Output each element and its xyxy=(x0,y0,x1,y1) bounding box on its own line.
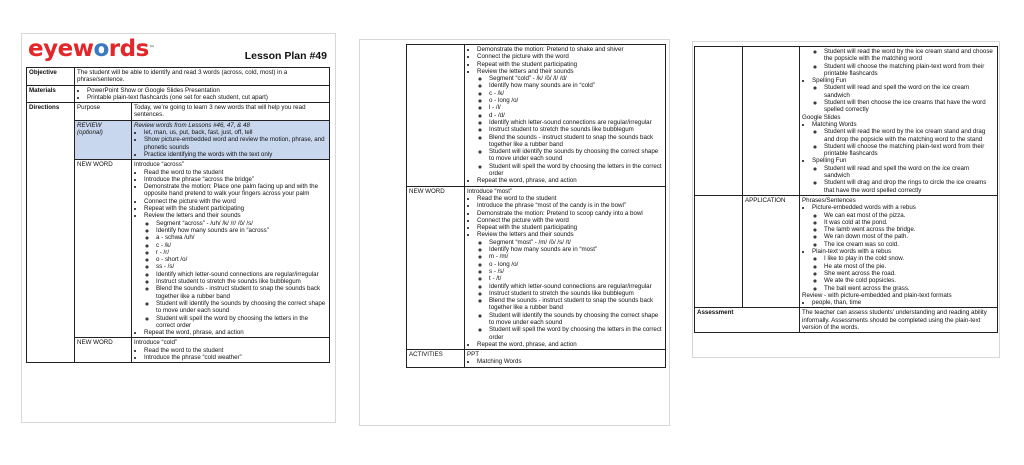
list-item: ◦ d - /d/ xyxy=(489,112,663,119)
logo-text-o: o xyxy=(93,36,109,62)
list-item: ◦ t - /t/ xyxy=(489,275,663,282)
most-steps xyxy=(467,195,663,348)
activities-list-p2 xyxy=(467,358,663,365)
list-item: ◦ Student will read and spell the word on the ice cream sandwich xyxy=(824,165,995,180)
list-item: ◦ We can eat most of the pizza. xyxy=(824,212,995,219)
empty-label-cell xyxy=(407,45,465,187)
review-list xyxy=(134,129,327,158)
new-word-label: NEW WORD xyxy=(407,186,465,350)
activities-continued-row xyxy=(695,47,998,196)
list-item: ◦ r - /r/ xyxy=(156,249,327,256)
list-item: ◦ Student will read and spell the word on the ice cream sandwich xyxy=(824,84,995,99)
eyewords-logo xyxy=(28,35,154,63)
list-item: ◦ Blend the sounds - instruct student to snap the sounds back together like a rubber band xyxy=(156,285,327,300)
list-item: ◦ Segment “across” - /uh/ /k/ /r/ /ô/ /s/ xyxy=(156,220,327,227)
across-steps xyxy=(134,169,327,337)
list-item: ◦ o - short /o/ xyxy=(156,256,327,263)
cold-sub-steps xyxy=(477,75,663,177)
google-slides-list xyxy=(802,121,995,194)
list-item: ◦ Student will read the word by the ice cream stand and choose the popsicle with the matching word xyxy=(824,48,995,63)
list-item: • Matching Words xyxy=(477,358,663,365)
list-item: • PowerPoint Show or Google Slides Presentation xyxy=(87,87,327,94)
matching-sub-ppt xyxy=(812,48,995,77)
list-item: • Repeat the word, phrase, and action xyxy=(477,177,663,184)
list-item: ◦ I like to play in the cold snow. xyxy=(824,255,995,262)
list-item xyxy=(812,204,995,248)
most-content xyxy=(465,186,666,350)
empty-label-cell xyxy=(695,47,743,196)
materials-cell xyxy=(75,85,330,103)
lesson-plan-table-p2 xyxy=(406,44,666,368)
list-item: ◦ Segment “cold” - /k/ /ō/ /l/ /d/ xyxy=(489,75,663,82)
new-word-label: NEW WORD xyxy=(75,160,132,338)
review-line: Review - with picture-embedded and plain-text formats xyxy=(802,291,952,299)
materials-label: Materials xyxy=(27,85,75,103)
application-heading: Phrases/Sentences xyxy=(802,196,856,204)
cold-continued-row xyxy=(407,45,666,187)
across-sub-steps xyxy=(144,220,327,329)
list-item-text: Spelling Fun xyxy=(812,157,847,165)
logo-trademark: ™ xyxy=(148,45,155,52)
list-item: • Demonstrate the motion: Place one palm facing up and with the opposite hand pretend to walk your fingers across your palm xyxy=(144,183,327,198)
list-item-text: Review the letters and their sounds xyxy=(477,231,574,239)
logo-text-b: rds xyxy=(108,36,149,62)
list-item: ◦ m - /m/ xyxy=(489,253,663,260)
review-label-cell xyxy=(75,120,132,159)
list-item: ◦ Student will then choose the ice creams that have the word spelled correctly xyxy=(824,99,995,114)
list-item: ◦ Student will read the word by the ice cream stand and drag and drop the popsicle with the matching word to the stand xyxy=(824,128,995,143)
list-item: ◦ Segment “most” - /m/ /ō/ /s/ /t/ xyxy=(489,239,663,246)
list-item: • Demonstrate the motion: Pretend to scoop candy into a bowl xyxy=(477,210,663,217)
spelling-list-ppt xyxy=(802,77,995,113)
list-item: ◦ o - long /o/ xyxy=(489,97,663,104)
list-item xyxy=(477,231,663,340)
page-2 xyxy=(360,40,669,425)
cold-content-p1 xyxy=(132,338,330,363)
assessment-text: The teacher can assess students’ understanding and reading ability informally. Assessments should be completed using the plain-text version of the words. xyxy=(800,308,998,333)
list-item-text: Spelling Fun xyxy=(812,77,847,85)
list-item: ◦ Student will choose the matching plain-text word from their printable flashcards xyxy=(824,143,995,158)
list-item: • Introduce the phrase “cold weather” xyxy=(144,354,327,361)
list-item: • Introduce the phrase “most of the candy is in the bowl” xyxy=(477,202,663,209)
list-item xyxy=(812,121,995,157)
activities-list-p3 xyxy=(802,48,995,77)
list-item: ◦ We ran down most of the path. xyxy=(824,233,995,240)
new-word-most-row xyxy=(407,186,666,350)
most-sub-steps xyxy=(477,239,663,341)
list-item: • Printable plain-text flashcards (one set for each student, cut apart) xyxy=(87,94,327,101)
google-slides-label: Google Slides xyxy=(802,113,841,121)
list-item: ◦ o - long /o/ xyxy=(489,261,663,268)
list-item: • Repeat with the student participating xyxy=(477,61,663,68)
purpose-row xyxy=(27,103,330,121)
list-item: ◦ The lamb went across the bridge. xyxy=(824,226,995,233)
empty-sub-label-cell xyxy=(743,47,800,196)
picture-embedded-list xyxy=(812,212,995,248)
list-item: ◦ Instruct student to stretch the sounds like bubblegum xyxy=(156,278,327,285)
list-item: ◦ Instruct student to stretch the sounds like bubblegum xyxy=(489,290,663,297)
logo-text-a: eyew xyxy=(28,36,94,62)
list-item: • Repeat with the student participating xyxy=(477,224,663,231)
list-item: ◦ Identify how many sounds are in “most” xyxy=(489,246,663,253)
purpose-label: Purpose xyxy=(75,103,132,121)
review-sub: (optional) xyxy=(77,129,103,137)
list-item: ◦ He ate most of the pie. xyxy=(824,263,995,270)
list-item-text: Picture-embedded words with a rebus xyxy=(812,204,916,212)
empty-label-cell xyxy=(695,195,743,307)
plain-text-list xyxy=(812,255,995,291)
most-intro: Introduce “most” xyxy=(467,187,513,195)
list-item: • people, than, time xyxy=(812,299,995,306)
list-item: ◦ Instruct student to stretch the sounds like bubblegum xyxy=(489,126,663,133)
assessment-label: Assessment xyxy=(695,308,800,333)
list-item: • Read the word to the student xyxy=(144,347,327,354)
list-item: ◦ The ball went across the grass. xyxy=(824,285,995,292)
list-item: • let, man, us, put, back, fast, just, off, tell xyxy=(144,129,327,136)
list-item: ◦ Student will spell the word by choosing the letters in the correct order xyxy=(489,326,663,341)
list-item xyxy=(812,77,995,113)
objective-text: The student will be able to identify and read 3 words (across, cold, most) in a phrase/sentence. xyxy=(75,68,330,86)
lesson-plan-table-p1 xyxy=(26,67,330,363)
list-item: • Repeat the word, phrase, and action xyxy=(144,329,327,336)
activities-content-p3 xyxy=(800,47,998,196)
list-item-text: Plain-text words with a rebus xyxy=(812,248,892,256)
list-item: ◦ Student will identify the sounds by choosing the correct shape to move under each sound xyxy=(156,300,327,315)
across-content xyxy=(132,160,330,338)
directions-label: Directions xyxy=(27,103,75,363)
application-list xyxy=(802,204,995,292)
list-item-text: Matching Words xyxy=(812,120,857,128)
page-3 xyxy=(693,42,999,357)
list-item: ◦ It was cold at the pond. xyxy=(824,219,995,226)
list-item: • Connect the picture with the word xyxy=(477,217,663,224)
application-row xyxy=(695,195,998,307)
list-item: • Read the word to the student xyxy=(477,195,663,202)
objective-row xyxy=(27,68,330,86)
list-item: ◦ Student will spell the word by choosing the letters in the correct order xyxy=(156,315,327,330)
application-content xyxy=(800,195,998,307)
list-item: • Connect the picture with the word xyxy=(144,198,327,205)
list-item: • Practice identifying the words with the text only xyxy=(144,151,327,158)
list-item: • Repeat with the student participating xyxy=(144,205,327,212)
review-label: REVIEW xyxy=(77,121,102,129)
review-intro: Review words from Lessons #46, 47, & 48 xyxy=(134,121,250,129)
list-item: • Show picture-embedded word and review the motion, phrase, and phonetic sounds xyxy=(144,136,327,151)
purpose-text: Today, we’re going to learn 3 new words that will help you read sentences. xyxy=(132,103,330,121)
list-item xyxy=(812,157,995,193)
list-item: ◦ Student will identify the sounds by choosing the correct shape to move under each sound xyxy=(489,312,663,327)
page-1 xyxy=(22,34,335,422)
list-item: ◦ Student will choose the matching plain-text word from their printable flashcards xyxy=(824,63,995,78)
assessment-row xyxy=(695,308,998,333)
activities-content-p2 xyxy=(465,350,666,368)
list-item: ◦ We ate the cold popsicles. xyxy=(824,277,995,284)
cold-intro: Introduce “cold” xyxy=(134,339,177,347)
across-intro: Introduce “across” xyxy=(134,161,184,169)
list-item: • Repeat the word, phrase, and action xyxy=(477,341,663,348)
list-item: ◦ Identify which letter-sound connections are regular/irregular xyxy=(489,283,663,290)
list-item: ◦ Identify which letter-sound connections are regular/irregular xyxy=(489,119,663,126)
lesson-plan-table-p3 xyxy=(694,46,998,333)
spelling-sub-ppt xyxy=(812,84,995,113)
ppt-label: PPT xyxy=(467,351,480,359)
review-content xyxy=(132,120,330,159)
list-item: ◦ a - schwa /uh/ xyxy=(156,234,327,241)
list-item: • Read the word to the student xyxy=(144,169,327,176)
list-item: ◦ Identify how many sounds are in “cold” xyxy=(489,82,663,89)
list-item: ◦ Identify how many sounds are in “across” xyxy=(156,227,327,234)
list-item: • Introduce the phrase “across the bridge” xyxy=(144,176,327,183)
review-words-list xyxy=(802,299,995,306)
materials-list xyxy=(77,87,327,102)
objective-label: Objective xyxy=(27,68,75,86)
list-item-text: Review the letters and their sounds xyxy=(477,67,574,75)
new-word-label: NEW WORD xyxy=(75,338,132,363)
list-item xyxy=(144,212,327,329)
application-label: APPLICATION xyxy=(743,195,800,307)
spelling-sub-gs xyxy=(812,165,995,194)
list-item: ◦ Blend the sounds - instruct student to snap the sounds back together like a rubber band xyxy=(489,297,663,312)
list-item: ◦ Student will identify the sounds by choosing the correct shape to move under each sound xyxy=(489,148,663,163)
list-item: ◦ s - /s/ xyxy=(489,268,663,275)
list-item: ◦ Blend the sounds - instruct student to snap the sounds back together like a rubber band xyxy=(489,134,663,149)
cold-steps-p2 xyxy=(467,46,663,185)
list-item: ◦ Student will drag and drop the rings to circle the ice creams that have the word spelled correctly xyxy=(824,179,995,194)
list-item: • Connect the picture with the word xyxy=(477,53,663,60)
list-item: ◦ ss - /s/ xyxy=(156,263,327,270)
list-item xyxy=(812,248,995,292)
list-item: ◦ The ice cream was so cold. xyxy=(824,241,995,248)
lesson-title: Lesson Plan #49 xyxy=(244,50,327,62)
cold-content-p2 xyxy=(465,45,666,187)
list-item: ◦ c - /k/ xyxy=(156,242,327,249)
list-item: ◦ Student will spell the word by choosing the letters in the correct order xyxy=(489,163,663,178)
list-item: ◦ c - /k/ xyxy=(489,90,663,97)
list-item xyxy=(812,48,995,77)
list-item: ◦ l - /l/ xyxy=(489,104,663,111)
list-item xyxy=(477,68,663,177)
list-item: ◦ She went across the road. xyxy=(824,270,995,277)
activities-label: ACTIVITIES xyxy=(407,350,465,368)
cold-steps-p1 xyxy=(134,347,327,362)
activities-row xyxy=(407,350,666,368)
materials-row xyxy=(27,85,330,103)
list-item-text: Review the letters and their sounds xyxy=(144,212,241,220)
matching-sub-gs xyxy=(812,128,995,157)
list-item: • Demonstrate the motion: Pretend to shake and shiver xyxy=(477,46,663,53)
list-item: ◦ Identify which letter-sound connections are regular/irregular xyxy=(156,271,327,278)
